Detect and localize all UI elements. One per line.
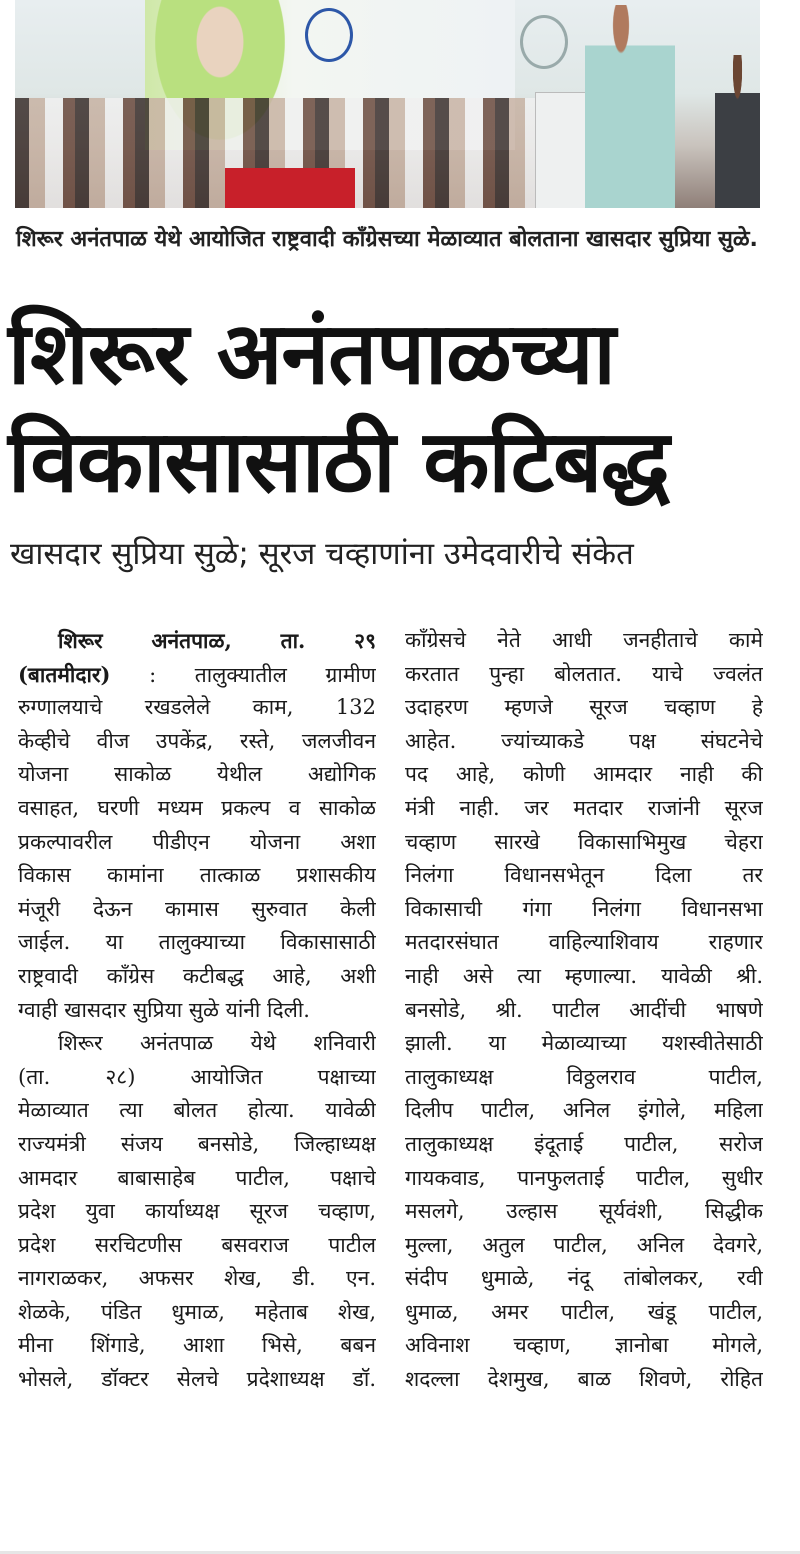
byline: (बातमीदार) — [18, 661, 111, 687]
article-line: शेळके, पंडित धुमाळ, महेताब शेख, — [18, 1299, 376, 1324]
article-line: तालुकाध्यक्ष इंदूताई पाटील, सरोज — [405, 1131, 763, 1156]
article-line: विकासाची गंगा निलंगा विधानसभा — [405, 896, 763, 921]
article-line: तालुकाध्यक्ष विठ्ठलराव पाटील, — [405, 1064, 763, 1089]
article-line: मेळाव्यात त्या बोलत होत्या. यावेळी — [18, 1098, 376, 1123]
article-line: प्रकल्पावरील पीडीएन योजना अशा — [18, 829, 376, 854]
article-line: आमदार बाबासाहेब पाटील, पक्षाचे — [18, 1165, 376, 1190]
article-line: योजना साकोळ येथील अद्योगिक — [18, 762, 376, 787]
article-line: शिरूर अनंतपाळ, ता. २९ — [58, 628, 376, 653]
article-line: नागराळकर, अफसर शेख, डी. एन. — [18, 1266, 376, 1291]
article-line: शदल्ला देशमुख, बाळ शिवणे, रोहित — [405, 1367, 763, 1392]
subheadline: खासदार सुप्रिया सुळे; सूरज चव्हाणांना उमेदवारीचे संकेत — [10, 536, 634, 572]
article-line: (बातमीदार) : तालुक्यातील ग्रामीण — [18, 661, 376, 687]
article-column-right — [405, 624, 763, 1397]
article-line: उदाहरण म्हणजे सूरज चव्हाण हे — [405, 695, 763, 720]
article-line: धुमाळ, अमर पाटील, खंडू पाटील, — [405, 1299, 763, 1324]
article-line: ग्वाही खासदार सुप्रिया सुळे यांनी दिली. — [18, 997, 310, 1022]
article-line: विकास कामांना तात्काळ प्रशासकीय — [18, 863, 376, 888]
article-column-left — [18, 624, 376, 1397]
headline-line-2: विकासासाठी कटिबद्ध — [8, 412, 669, 512]
article-line: राष्ट्रवादी काँग्रेस कटीबद्ध आहे, अशी — [18, 963, 376, 988]
article-line: मसलगे, उल्हास सूर्यवंशी, सिद्धीक — [405, 1199, 763, 1224]
article-line: राज्यमंत्री संजय बनसोडे, जिल्हाध्यक्ष — [18, 1131, 376, 1156]
article-line: आहेत. ज्यांच्याकडे पक्ष संघटनेचे — [405, 728, 763, 753]
article-line: अविनाश चव्हाण, ज्ञानोबा मोगले, — [405, 1333, 763, 1358]
article-line: रुग्णालयाचे रखडलेले काम, 132 — [18, 695, 376, 720]
article-line: संदीप धुमाळे, नंदू तांबोलकर, रवी — [405, 1266, 763, 1291]
photo-crowd — [225, 168, 355, 208]
article-line: पद आहे, कोणी आमदार नाही की — [405, 762, 763, 787]
photo-caption: शिरूर अनंतपाळ येथे आयोजित राष्ट्रवादी काँग्रेसच्या मेळाव्यात बोलताना खासदार सुप्रिया सुळे. — [16, 227, 758, 252]
article-line: शिरूर अनंतपाळ येथे शनिवारी — [58, 1031, 376, 1056]
article-line: निलंगा विधानसभेतून दिला तर — [405, 863, 763, 888]
article-line: काँग्रेसचे नेते आधी जनहीताचे कामे — [405, 628, 763, 652]
article-line: जाईल. या तालुक्याच्या विकासासाठी — [18, 930, 376, 955]
clock-symbol-icon — [305, 8, 353, 62]
headline — [8, 300, 798, 516]
headline-line-1: शिरूर अनंतपाळच्या — [8, 304, 615, 404]
article-line: दिलीप पाटील, अनिल इंगोले, महिला — [405, 1098, 763, 1123]
article-line: प्रदेश युवा कार्याध्यक्ष सूरज चव्हाण, — [18, 1199, 376, 1224]
article-line: नाही असे त्या म्हणाल्या. यावेळी श्री. — [405, 963, 763, 988]
article-line: गायकवाड, पानफुलताई पाटील, सुधीर — [405, 1165, 763, 1190]
article-line: प्रदेश सरचिटणीस बसवराज पाटील — [18, 1232, 376, 1257]
article-line: करतात पुन्हा बोलतात. याचे ज्वलंत — [405, 661, 763, 686]
article-line: वसाहत, घरणी मध्यम प्रकल्प व साकोळ — [18, 795, 376, 820]
article-line: मीना शिंगाडे, आशा भिसे, बबन — [18, 1333, 376, 1358]
article-line: केव्हीचे वीज उपकेंद्र, रस्ते, जलजीवन — [18, 728, 376, 753]
article-line: भोसले, डॉक्टर सेलचे प्रदेशाध्यक्ष डॉ. — [18, 1367, 376, 1392]
news-photo — [15, 0, 760, 208]
photo-person — [715, 55, 760, 208]
article-line: झाली. या मेळाव्याच्या यशस्वीतेसाठी — [405, 1031, 763, 1056]
clock-symbol-icon — [520, 15, 568, 69]
article-line: मतदारसंघात वाहिल्याशिवाय राहणार — [405, 930, 763, 955]
article-line: मंत्री नाही. जर मतदार राजांनी सूरज — [405, 795, 763, 820]
article-line: मुल्ला, अतुल पाटील, अनिल देवगरे, — [405, 1232, 763, 1257]
article-line: मंजूरी देऊन कामास सुरुवात केली — [18, 896, 376, 921]
article-line: बनसोडे, श्री. पाटील आदींची भाषणे — [405, 997, 763, 1022]
article-line: चव्हाण सारखे विकासाभिमुख चेहरा — [405, 829, 763, 854]
photo-speaker — [585, 5, 675, 208]
article-line: (ता. २८) आयोजित पक्षाच्या — [18, 1064, 376, 1089]
